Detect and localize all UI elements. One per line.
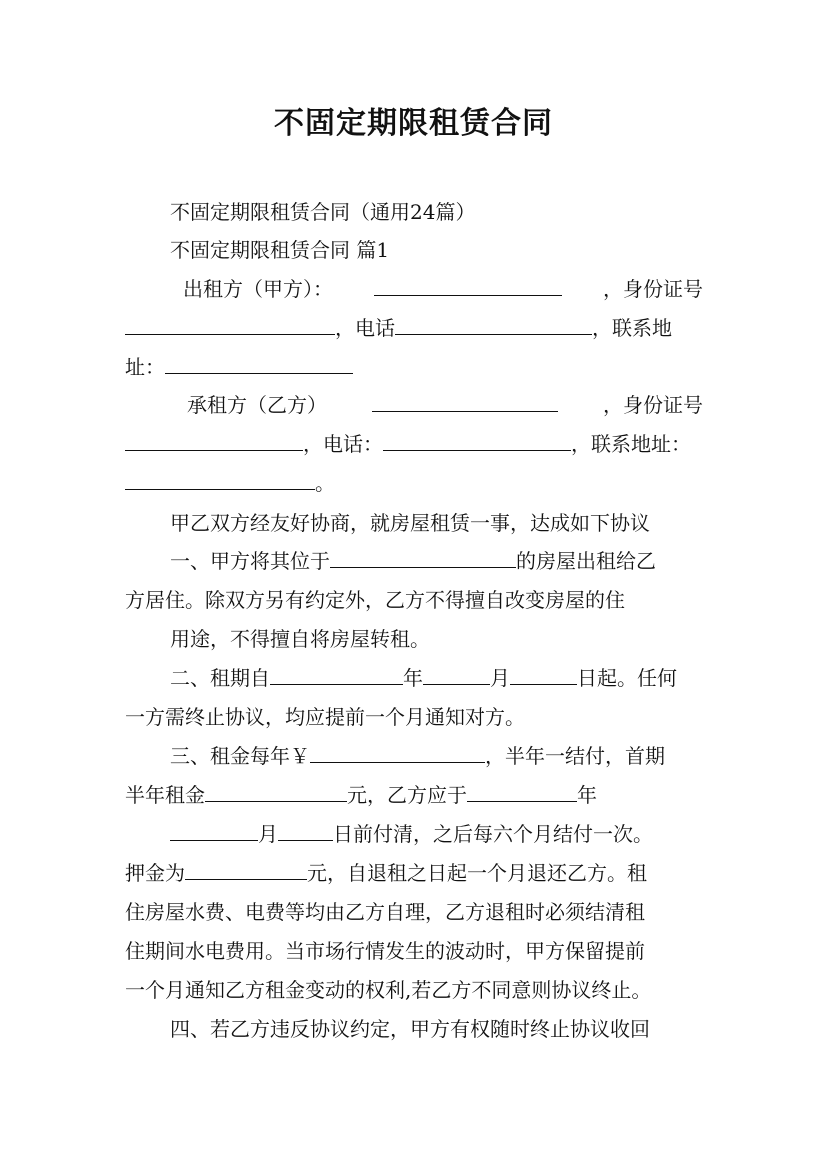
clause-3-line-2	[125, 782, 703, 808]
payment-year-blank	[467, 782, 577, 802]
clause-3-l2-c: 年	[577, 783, 597, 807]
clause-2-line-1	[170, 665, 703, 691]
lessor-line-2	[125, 315, 703, 341]
lessor-name-blank	[374, 276, 562, 296]
lessor-phone-label: ，电话	[335, 316, 395, 340]
lessee-name-blank	[372, 392, 558, 412]
lessee-phone-blank	[383, 431, 571, 451]
clause-3-l2-a: 半年租金	[125, 783, 205, 807]
lessee-label: 承租方（乙方）	[187, 393, 327, 417]
clause-1-line-3: 用途，不得擅自将房屋转租。	[170, 627, 430, 651]
deposit-blank	[185, 860, 307, 880]
payment-month-blank	[170, 821, 258, 841]
lessee-id-label: ，身份证号	[603, 393, 703, 417]
lessor-id-label: ，身份证号	[603, 277, 703, 301]
document-title: 不固定期限租赁合同	[274, 106, 553, 141]
lessor-id-blank	[125, 315, 335, 335]
clause-1-line-2: 方居住。除双方另有约定外，乙方不得擅自改变房屋的住	[125, 588, 625, 612]
clause-3-line-5: 住房屋水费、电费等均由乙方自理，乙方退租时必须结清租	[125, 900, 645, 924]
lessor-address-label: ，联系地	[592, 316, 672, 340]
subtitle: 不固定期限租赁合同（通用24篇）	[170, 200, 476, 224]
lease-start-month-blank	[423, 665, 490, 685]
property-location-blank	[330, 548, 516, 568]
clause-2-year: 年	[403, 666, 423, 690]
clause-3-l2-b: 元，乙方应于	[347, 783, 467, 807]
clause-2-line-2: 一方需终止协议，均应提前一个月通知对方。	[125, 705, 525, 729]
lessee-address-blank	[125, 470, 315, 490]
lessee-id-blank	[125, 431, 303, 451]
clause-2-part-a: 二、租期自	[170, 666, 270, 690]
clause-3-line-7: 一个月通知乙方租金变动的权利,若乙方不同意则协议终止。	[125, 978, 652, 1002]
clause-2-day: 日起。任何	[577, 666, 677, 690]
lessee-line-1	[187, 392, 703, 418]
clause-3-line-4	[125, 860, 703, 886]
clause-3-l4-b: 元，自退租之日起一个月退还乙方。租	[307, 861, 647, 885]
lessee-line-2	[125, 431, 715, 457]
lessor-line-3	[125, 354, 703, 380]
lease-start-day-blank	[510, 665, 577, 685]
clause-3-line-1	[170, 743, 703, 769]
clause-1-part-b: 的房屋出租给乙	[516, 549, 656, 573]
lessor-address-tail: 址：	[125, 355, 165, 379]
clause-2-month: 月	[490, 666, 510, 690]
clause-3-l3-b: 日前付清，之后每六个月结付一次。	[333, 822, 653, 846]
lessor-address-blank	[165, 354, 353, 374]
clause-4-line-1: 四、若乙方违反协议约定，甲方有权随时终止协议收回	[170, 1017, 650, 1041]
clause-3-part-b: ，半年一结付，首期	[485, 744, 665, 768]
clause-1-part-a: 一、甲方将其位于	[170, 549, 330, 573]
lessee-period: 。	[315, 471, 335, 495]
clause-3-l4-a: 押金为	[125, 861, 185, 885]
lessee-phone-label: ，电话：	[303, 432, 383, 456]
clause-3-line-6: 住期间水电费用。当市场行情发生的波动时，甲方保留提前	[125, 939, 645, 963]
lessor-label: 出租方（甲方）：	[183, 277, 333, 301]
annual-rent-blank	[310, 743, 485, 763]
payment-day-blank	[278, 821, 333, 841]
clause-3-l3-a: 月	[258, 822, 278, 846]
lessor-line-1	[183, 276, 703, 302]
clause-3-line-3	[170, 821, 703, 847]
intro-paragraph: 甲乙双方经友好协商，就房屋租赁一事，达成如下协议	[170, 511, 650, 535]
clause-1-line-1	[170, 548, 703, 574]
lessee-address-label: ，联系地址：	[571, 432, 691, 456]
chapter-heading: 不固定期限租赁合同 篇1	[170, 238, 390, 262]
clause-3-part-a: 三、租金每年￥	[170, 744, 310, 768]
lessor-phone-blank	[395, 315, 592, 335]
half-year-rent-blank	[205, 782, 347, 802]
lease-start-year-blank	[270, 665, 403, 685]
lessee-line-3	[125, 470, 703, 496]
